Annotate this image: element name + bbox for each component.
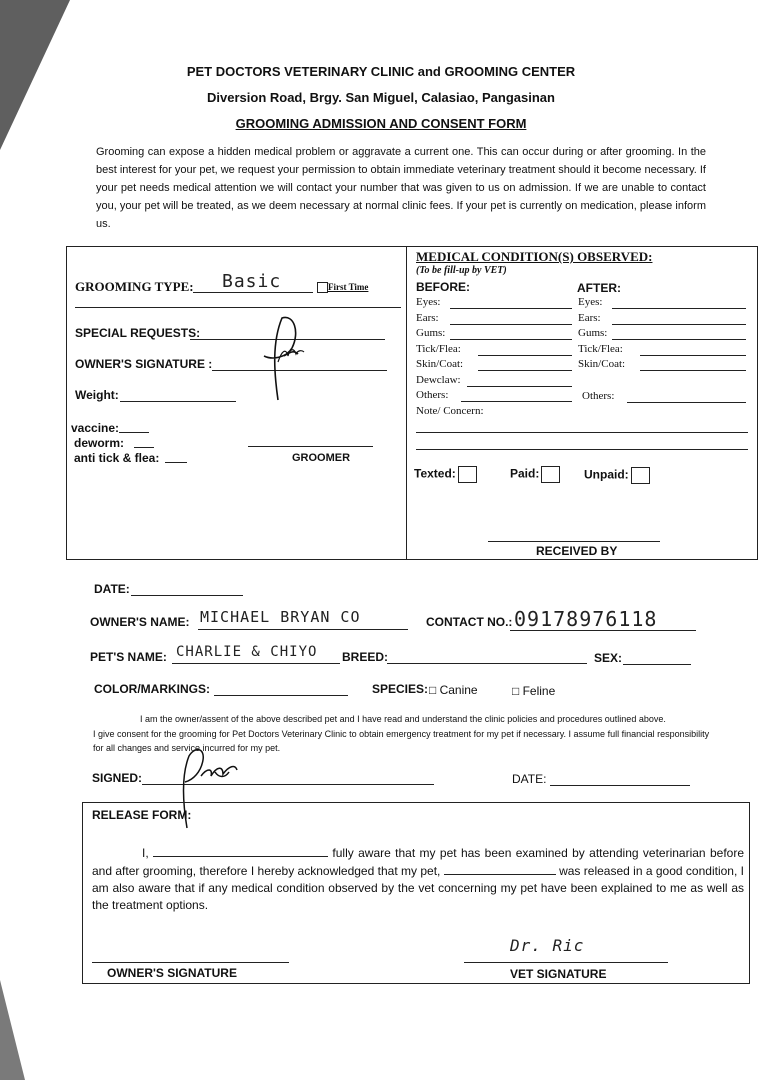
after-field-label: Gums:: [578, 327, 608, 339]
first-time-option[interactable]: [317, 282, 368, 293]
after-field-label: Others:: [582, 390, 615, 402]
breed-line[interactable]: [387, 663, 587, 664]
release-paragraph: [92, 844, 744, 914]
date-line[interactable]: [131, 595, 243, 596]
form-title: GROOMING ADMISSION AND CONSENT FORM: [235, 116, 527, 131]
release-owner-name-line[interactable]: [153, 844, 328, 857]
texted-label: Texted:: [414, 466, 456, 481]
pet-name-line[interactable]: [172, 663, 340, 664]
color-line[interactable]: [214, 695, 348, 696]
before-field-line[interactable]: [478, 355, 572, 356]
owner-name-line[interactable]: [198, 629, 408, 630]
owner-name-value: MICHAEL BRYAN CO: [200, 608, 361, 626]
grooming-type-line[interactable]: [193, 292, 313, 293]
release-owner-signature-label: OWNER'S SIGNATURE: [107, 966, 237, 980]
paid-checkbox[interactable]: [541, 466, 560, 483]
first-time-label: First Time: [328, 282, 369, 292]
before-field-line[interactable]: [450, 324, 572, 325]
after-field-line[interactable]: [627, 402, 746, 403]
scan-corner-shadow-bottom: [0, 980, 25, 1080]
note-label: Note/ Concern:: [416, 405, 484, 417]
after-field-line[interactable]: [612, 324, 746, 325]
before-field-label: Ears:: [416, 311, 439, 324]
release-i-label: I,: [142, 846, 149, 860]
pet-name-value: CHARLIE & CHIYO: [176, 644, 318, 660]
paid-field[interactable]: [510, 466, 560, 483]
received-by-label: RECEIVED BY: [536, 544, 618, 558]
after-field-label: Eyes:: [578, 296, 603, 308]
first-time-checkbox[interactable]: [317, 282, 328, 293]
before-field-line[interactable]: [450, 339, 572, 340]
before-field-line[interactable]: [467, 386, 572, 387]
before-field-label: Tick/Flea:: [416, 342, 461, 355]
before-field-label: Skin/Coat:: [416, 358, 464, 370]
contact-value: 09178976118: [514, 607, 658, 631]
date-label: DATE:: [94, 582, 130, 596]
after-field-label: Skin/Coat:: [578, 358, 626, 370]
groomer-label: GROOMER: [292, 452, 351, 464]
before-field-line[interactable]: [478, 370, 572, 371]
sex-label: SEX:: [594, 651, 623, 665]
divider-line: [75, 307, 401, 308]
feline-option[interactable]: □ Feline: [512, 684, 556, 698]
intro-paragraph: Grooming can expose a hidden medical problem or aggravate a current one. This can occur during or after grooming. In the best interest for your pet, we request your permission to obtain immediate veterinary treatment should it become necessary. If your pet needs medical attention we will contact your number that was given to us on admission. If we are unable to contact you, your pet will be treated, as we deem necessary at normal clinic fees. If your pet is currently on medication, please inform us.: [96, 146, 706, 230]
texted-field[interactable]: [414, 466, 477, 483]
before-field-label: Dewclaw:: [416, 373, 461, 386]
clinic-address: Diversion Road, Brgy. San Miguel, Calasiao, Pangasinan: [207, 90, 555, 105]
sex-line[interactable]: [623, 664, 691, 665]
clinic-name: PET DOCTORS VETERINARY CLINIC and GROOMING CENTER: [186, 64, 576, 79]
unpaid-checkbox[interactable]: [631, 467, 650, 484]
contact-label: CONTACT NO.:: [426, 615, 513, 629]
vet-signature-label: VET SIGNATURE: [510, 967, 607, 981]
box-divider: [406, 246, 407, 559]
anti-tick-label: anti tick & flea:: [74, 451, 160, 465]
anti-tick-line[interactable]: [165, 462, 187, 463]
weight-line[interactable]: [120, 401, 236, 402]
after-field-line[interactable]: [640, 355, 746, 356]
after-label: AFTER:: [577, 281, 621, 295]
note-line-2[interactable]: [416, 449, 748, 450]
owner-signature-flourish: [276, 344, 306, 366]
owner-name-label: OWNER'S NAME:: [90, 615, 190, 629]
consent-date-line[interactable]: [550, 785, 690, 786]
unpaid-field[interactable]: [584, 467, 650, 484]
before-field-label: Gums:: [416, 327, 446, 339]
species-label: SPECIES:: [372, 682, 429, 696]
consent-line-1: I am the owner/assent of the above described pet and I have read and understand the clinic policies and procedures outlined above.: [140, 714, 666, 724]
after-field-line[interactable]: [612, 339, 746, 340]
owner-signature-label: OWNER'S SIGNATURE :: [75, 357, 213, 371]
after-field-line[interactable]: [612, 308, 746, 309]
consent-date-label: DATE:: [512, 772, 547, 786]
before-field-label: Eyes:: [416, 296, 441, 308]
paid-label: Paid:: [510, 466, 540, 481]
canine-option[interactable]: □ Canine: [429, 683, 478, 697]
signed-label: SIGNED:: [92, 771, 143, 785]
before-field-line[interactable]: [450, 308, 572, 309]
grooming-type-label: GROOMING TYPE:: [75, 279, 194, 294]
grooming-type-value: Basic: [222, 271, 282, 292]
received-by-line[interactable]: [488, 541, 660, 542]
texted-checkbox[interactable]: [458, 466, 477, 483]
release-title: RELEASE FORM:: [92, 808, 192, 822]
vet-initials: Dr. Ric: [510, 936, 585, 955]
deworm-line[interactable]: [134, 447, 154, 448]
vet-signature-line[interactable]: [464, 962, 668, 963]
release-text-1: fully aware that my pet has been examined by attending veterinarian before and after grooming, therefore I hereby acknowledged that my pet,: [92, 846, 744, 878]
vaccine-line[interactable]: [119, 432, 149, 433]
before-label: BEFORE:: [416, 280, 470, 294]
color-label: COLOR/MARKINGS:: [94, 682, 210, 696]
release-owner-signature-line[interactable]: [92, 962, 289, 963]
release-pet-name-line[interactable]: [444, 862, 556, 875]
medical-subtitle: (To be fill-up by VET): [416, 265, 507, 276]
unpaid-label: Unpaid:: [584, 467, 629, 482]
weight-label: Weight:: [75, 388, 119, 402]
vaccine-label: vaccine:: [71, 421, 120, 435]
breed-label: BREED:: [342, 650, 389, 664]
after-field-line[interactable]: [640, 370, 746, 371]
after-field-label: Tick/Flea:: [578, 342, 623, 355]
before-field-label: Others:: [416, 389, 449, 401]
special-requests-label: SPECIAL REQUESTS:: [75, 326, 201, 340]
release-text-2: was released in a good condition, I am also aware that if any medical condition observed by the vet concerning my pet have been explained to me as well as the treatment options.: [92, 864, 744, 912]
deworm-label: deworm:: [74, 436, 125, 450]
pet-name-label: PET'S NAME:: [90, 650, 167, 664]
groomer-line[interactable]: [248, 446, 373, 447]
note-line-1[interactable]: [416, 432, 748, 433]
after-field-label: Ears:: [578, 311, 601, 324]
medical-title: MEDICAL CONDITION(S) OBSERVED:: [416, 249, 653, 264]
consent-line-2: I give consent for the grooming for Pet Doctors Veterinary Clinic to obtain emergency treatment for my pet if necessary. I assume full financial responsibility for all changes and service incurred for my pet.: [93, 729, 710, 753]
before-field-line[interactable]: [461, 401, 572, 402]
